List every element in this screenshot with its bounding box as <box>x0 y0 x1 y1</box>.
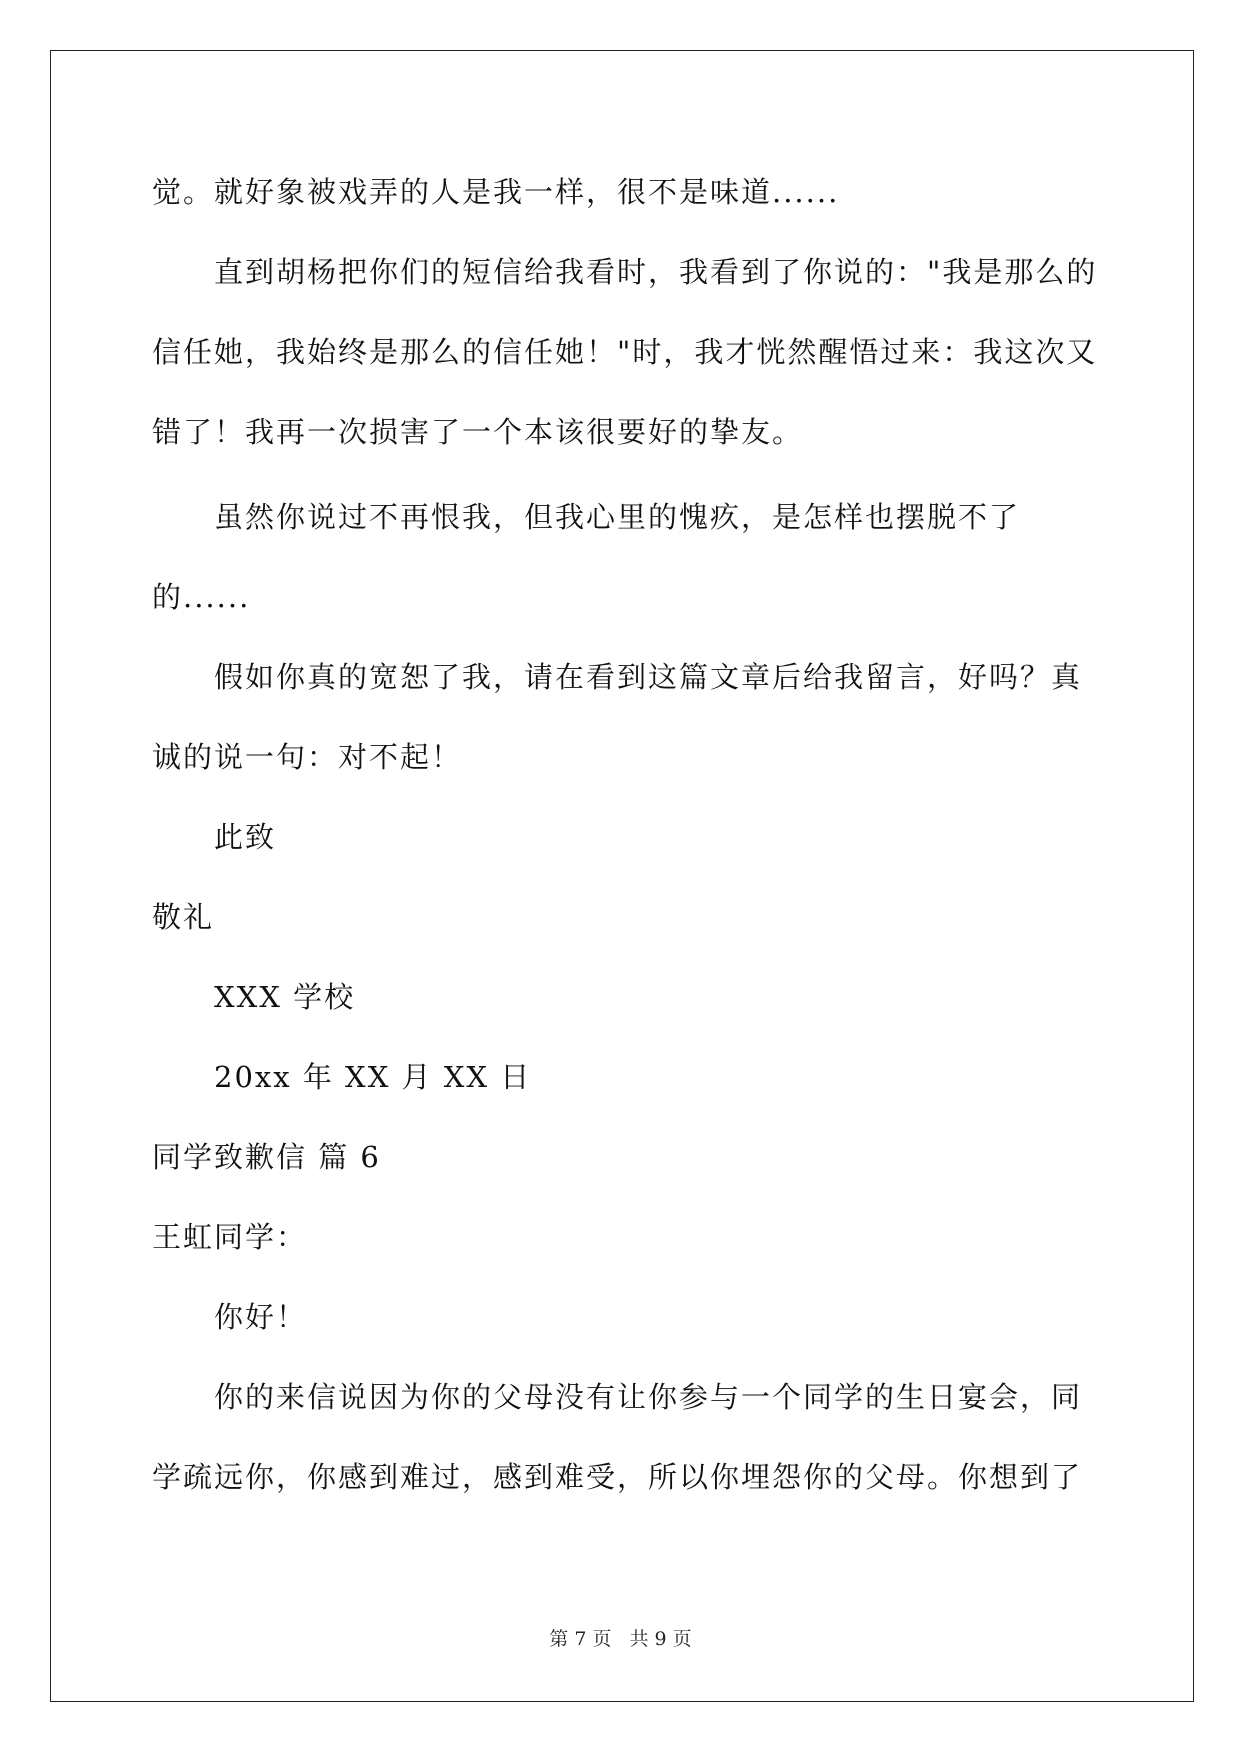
text-line: 的...... <box>152 580 251 614</box>
text-line: 你的来信说因为你的父母没有让你参与一个同学的生日宴会，同 <box>214 1380 1083 1414</box>
letter-greeting: 你好！ <box>214 1300 308 1334</box>
signature-school: XXX 学校 <box>214 980 356 1014</box>
text-line: 觉。就好象被戏弄的人是我一样，很不是味道...... <box>152 175 840 209</box>
text-line: 诚的说一句：对不起！ <box>152 740 463 774</box>
text-line: 信任她，我始终是那么的信任她！"时，我才恍然醒悟过来：我这次又 <box>152 335 1098 369</box>
text-line: 假如你真的宽恕了我，请在看到这篇文章后给我留言，好吗？真 <box>214 660 1083 694</box>
page-footer <box>0 1627 1241 1651</box>
section-heading: 同学致歉信 篇 6 <box>152 1140 381 1174</box>
letter-recipient: 王虹同学： <box>152 1220 308 1254</box>
text-line: 直到胡杨把你们的短信给我看时，我看到了你说的："我是那么的 <box>214 255 1098 289</box>
page-number-total: 共 9 页 <box>629 1628 692 1650</box>
page-number-current: 第 7 页 <box>549 1628 612 1650</box>
page-border <box>50 50 1194 1702</box>
closing-respect: 敬礼 <box>152 900 215 934</box>
text-line: 错了！我再一次损害了一个本该很要好的挚友。 <box>152 415 804 449</box>
closing-salutation: 此致 <box>214 820 277 854</box>
text-line: 学疏远你，你感到难过，感到难受，所以你埋怨你的父母。你想到了 <box>152 1460 1083 1494</box>
text-line: 虽然你说过不再恨我，但我心里的愧疚，是怎样也摆脱不了 <box>214 500 1021 534</box>
signature-date: 20xx 年 XX 月 XX 日 <box>214 1060 532 1094</box>
